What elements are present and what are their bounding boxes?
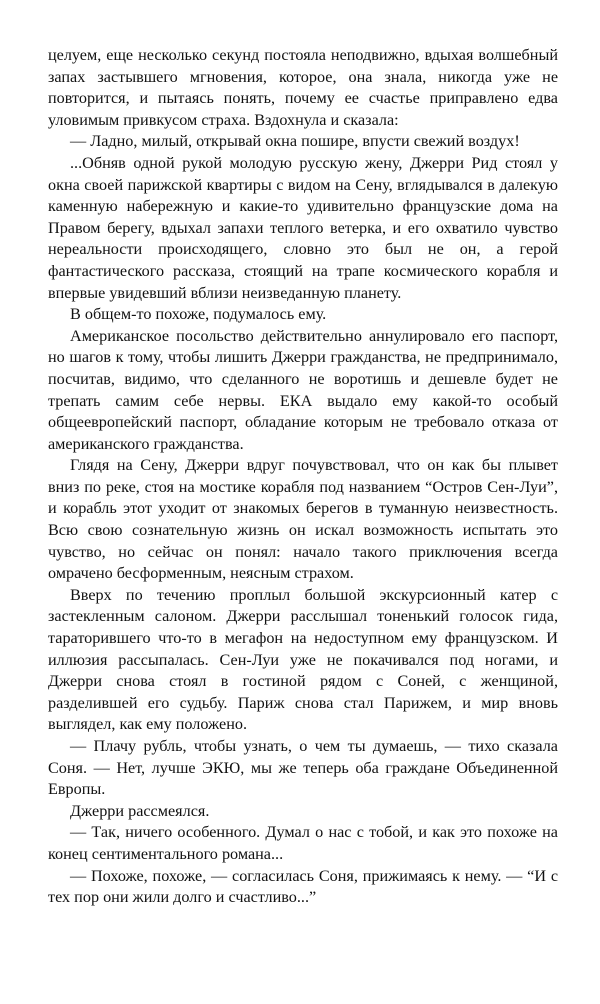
paragraph-8: — Плачу рубль, чтобы узнать, о чем ты думаешь, — тихо сказала Соня. — Нет, лучше ЭКЮ, мы же теперь оба граждане Объединенной Европы. (48, 737, 558, 799)
paragraph-3: ...Обняв одной рукой молодую русскую жену, Джерри Рид стоял у окна своей парижской квартиры с видом на Сену, вглядывался в далекую каменную набережную и какие-то удивительно французские дома на Правом берегу, вдыхал запахи теплого ветерка, и его охватило чувство нереальности происходящего, словно это был не он, а герой фантастического рассказа, стоящий на трапе космического корабля и впервые увидевший вблизи неизведанную планету. (48, 153, 558, 302)
paragraph-5: Американское посольство действительно аннулировало его паспорт, но шагов к тому, чтобы лишить Джерри гражданства, не предпринимало, посчитав, видимо, что сделанного не воротишь и дешевле будет не трепать самим себе нервы. ЕКА выдало ему какой-то особый общеевропейский паспорт, обладание которым не требовало отказа от американского гражданства. (48, 326, 558, 453)
paragraph-10: — Так, ничего особенного. Думал о нас с тобой, и как это похоже на конец сентиментального романа... (48, 823, 558, 863)
paragraph-11: — Похоже, похоже, — согласилась Соня, прижимаясь к нему. — “И с тех пор они жили долго и счастливо...” (48, 866, 558, 907)
paragraph-9: Джерри рассмеялся. (70, 801, 210, 820)
paragraph-4: В общем-то похоже, подумалось ему. (70, 305, 327, 324)
page-text (48, 45, 558, 909)
paragraph-1: целуем, еще несколько секунд постояла неподвижно, вдыхая волшебный запах застывшего мгновения, которое, она знала, никогда уже не повторится, и пытаясь понять, почему ее счастье приправлено едва уловимым привкусом страха. Вздохнула и сказала: (48, 46, 558, 129)
paragraph-6: Глядя на Сену, Джерри вдруг почувствовал, что он как бы плывет вниз по реке, стоя на мостике корабля под названием “Остров Сен-Луи”, и корабль этот уходит от знакомых берегов в туманную неизвестность. Всю свою сознательную жизнь он искал возможность испытать это чувство, но сейчас он понял: начало такого приключения всегда омрачено бесформенным, неясным страхом. (48, 456, 558, 583)
paragraph-7: Вверх по течению проплыл большой экскурсионный катер с застекленным салоном. Джерри расслышал тоненький голосок гида, тараторившего что-то в мегафон на недоступном ему французском. И иллюзия рассыпалась. Сен-Луи уже не покачивался под ногами, и Джерри снова стоял в гостиной рядом с Соней, с женщиной, разделившей его судьбу. Париж снова стал Парижем, и мир вновь выглядел, как ему положено. (48, 585, 558, 734)
paragraph-2: — Ладно, милый, открывай окна пошире, впусти свежий воздух! (70, 132, 520, 151)
